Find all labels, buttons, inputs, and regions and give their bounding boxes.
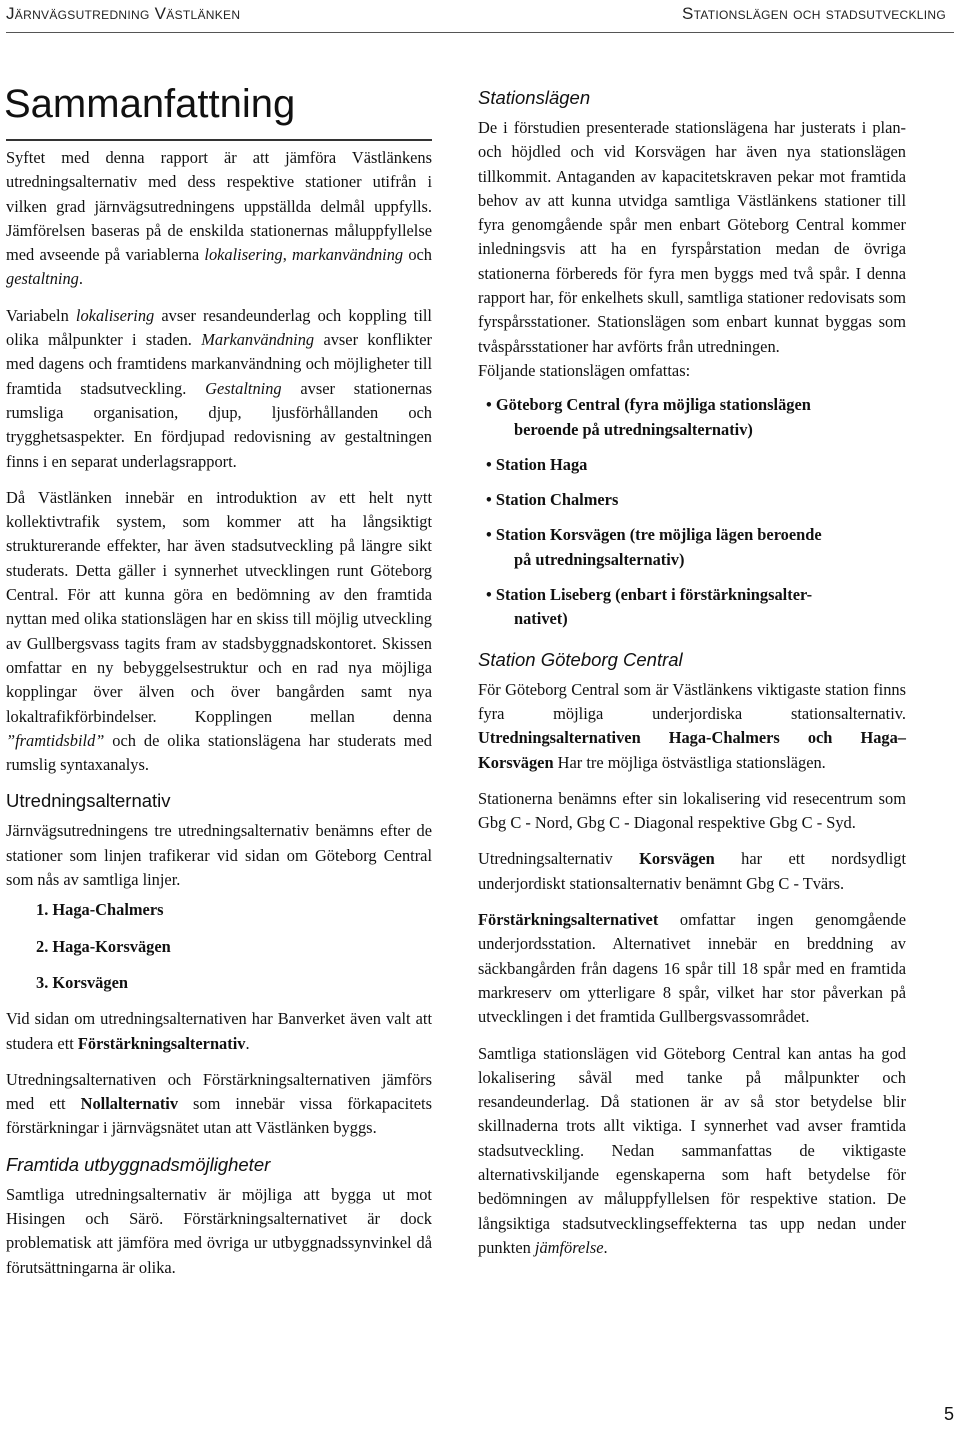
stations-list-intro: Följande stationslägen omfattas: <box>478 360 691 380</box>
summary-paragraph: Samtliga stationslägen vid Göteborg Central kan antas ha god lokalisering såväl med tanke på målpunkter och resandeunderlag. Då stationen är av så stor betydelse blir skillnaderna trots allt viktiga. I synnerhet vad avser framtida stadsutveckling. Nedan sammanfattas de viktigaste alternativskiljande egenskaperna som haft betydelse för bedömningen av måluppfyllelsen för respektive station. De långsiktiga stadsutvecklingseffekterna tas upp nedan under punkten jämförelse. <box>478 1043 906 1257</box>
heading-stationslagen: Stationslägen <box>478 87 591 108</box>
list-item: 2. Haga-Korsvägen <box>36 936 171 956</box>
korsvagen-paragraph: Utredningsalternativ Korsvägen har ett nordsydligt underjordiskt stationsalternativ benämnt Gbg C - Tvärs. <box>478 849 906 893</box>
forstarkning-paragraph: Vid sidan om utredningsalternativen har Banverket även valt att studera ett Förstärkningsalternativ. <box>6 1009 432 1053</box>
heading-goteborg-central: Station Göteborg Central <box>478 648 683 670</box>
variables-paragraph: Variabeln lokalisering avser resandeunderlag och koppling till olika målpunkter i staden. Markanvändning avser konflikter med dagens och framtidens markanvändning och möjligheter till framtida stadsutveckling. Gestaltning avser stationernas rumsliga organisation, djup, ljusförhållanden och trygghetsaspekter. En fördjupad redovisning av gestaltningen finns i en separat underlagsrapport. <box>6 305 432 471</box>
alternatives-intro: Järnvägsutredningens tre utredningsalternativ benämns efter de stationer som linjen trafikerar vid sidan om Göteborg Central som nås av samtliga linjer. <box>6 821 432 890</box>
list-item: 3. Korsvägen <box>36 972 128 992</box>
list-item: • Göteborg Central (fyra möjliga stationslägen beroende på utredningsalternativ) <box>486 395 811 439</box>
running-header-right: Stationslägen och stadsutveckling <box>681 4 946 23</box>
intro-paragraph: Syftet med denna rapport är att jämföra Västlänkens utredningsalternativ med dess respektive stationer utifrån i vilken grad järnvägsutredningens uppställda delmål uppfylls. Jämförelsen baseras på de enskilda stationernas måluppfyllelse med avseende på variablerna lokalisering, markanvändning och gestaltning. <box>6 148 433 289</box>
term-gestaltning: gestaltning <box>6 269 79 289</box>
list-item: • Station Liseberg (enbart i förstärkningsalter- nativet) <box>486 585 813 629</box>
term-markanvandning: markanvändning <box>292 245 404 265</box>
gc-paragraph: För Göteborg Central som är Västlänkens viktigaste station finns fyra möjliga underjordiska stationsalternativ. Utredningsalternativen Haga-Chalmers och Haga–Korsvägen Har tre möjliga östvästliga stationslägen. <box>478 679 906 772</box>
alternatives-list <box>6 898 432 995</box>
heading-utredningsalternativ: Utredningsalternativ <box>6 790 171 812</box>
right-column <box>478 86 906 1272</box>
header-rule <box>6 32 954 33</box>
left-column <box>6 146 432 1292</box>
framtida-paragraph: Samtliga utredningsalternativ är möjliga att bygga ut mot Hisingen och Särö. Förstärkningsalternativet är dock problematisk att jämföra med övriga ur utbyggnadssynvinkel då förutsättningarna är olika. <box>6 1184 432 1277</box>
page-title: Sammanfattning <box>4 82 296 126</box>
heading-framtida: Framtida utbyggnadsmöjligheter <box>6 1153 271 1175</box>
title-rule <box>6 139 432 141</box>
term-lokalisering: lokalisering <box>204 245 283 265</box>
list-item: • Station Chalmers <box>486 490 619 510</box>
list-item: 1. Haga-Chalmers <box>36 900 164 920</box>
stations-paragraph: De i förstudien presenterade stationslägena har justerats i plan- och höjdled och vid Korsvägen har även nya stationslägen tillkommit. Antaganden av kapacitetskraven pekar mot framtida behov av att kunna utvidga samtliga Västlänkens stationer till fyra genomgående spår men enbart Göteborg Central kommer inledningsvis att ha en fyrspårstation medan de övriga stationerna förbereds för fyra men byggs med två spår. I denna rapport har, för enkelhets skull, samtliga stationer redovisats som fyrspårsstationer. Stationslägen som enbart kunnat byggas som tvåspårsstationer har avförts från utredningen. <box>478 118 906 356</box>
nollalternativ-paragraph: Utredningsalternativen och Förstärkningsalternativen jämförs med ett Nollalternativ som innebär vissa förkapacitets förstärkningar i järnvägsnätet utan att Västlänken byggs. <box>6 1069 432 1138</box>
forstarkning-station-paragraph: Förstärkningsalternativet omfattar ingen genomgående underjordsstation. Alternativet innebär en breddning av säckbangården från dagens 16 spår till 18 spår med en framtida markreserv om ytterligare 8 spår, vilket har stor påverkan på utvecklingen i det framtida Gullbergsvassområdet. <box>478 910 906 1027</box>
page-number: 5 <box>943 1404 954 1424</box>
development-paragraph: Då Västlänken innebär en introduktion av ett helt nytt kollektivtrafik system, som kommer att ha långsiktigt strukturerande effekter, har även stadsutveckling på längre sikt studerats. Detta gäller i synnerhet utvecklingen runt Göteborg Central. För att kunna göra en bedömning av den framtida nyttan med olika stationslägen har en skiss till möjlig utveckling av Gullbergsvass tagits fram av stadsbyggnadskontoret. Skissen omfattar en ny bebyggelsestruktur och en rad nya möjliga kopplingar över älven och över bangården samt nya lokaltrafikförbindelser. Kopplingen mellan denna ”framtidsbild” och de olika stationslägena har studerats med rumslig syntaxanalys. <box>6 487 432 775</box>
stations-list <box>478 393 906 631</box>
naming-paragraph: Stationerna benämns efter sin lokalisering vid resecentrum som Gbg C - Nord, Gbg C - Diagonal respektive Gbg C - Syd. <box>478 788 906 833</box>
running-header-left: Järnvägsutredning Västlänken <box>6 4 241 23</box>
list-item: • Station Korsvägen (tre möjliga lägen beroende på utredningsalternativ) <box>486 525 822 569</box>
list-item: • Station Haga <box>486 454 588 474</box>
